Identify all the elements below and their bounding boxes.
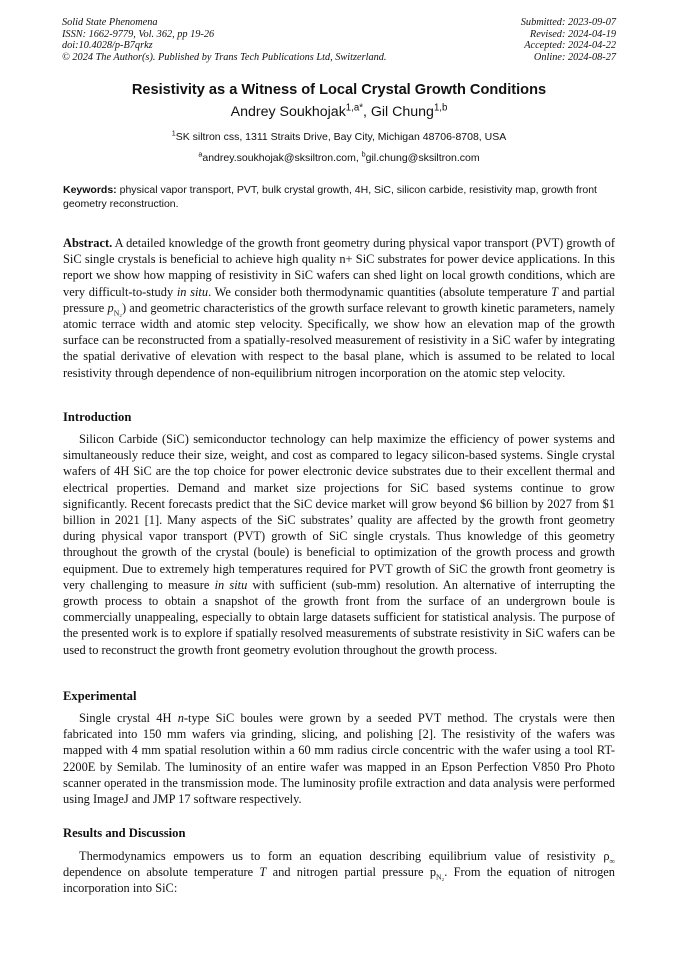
email-superscript: b <box>361 150 366 159</box>
author-name: Gil Chung <box>370 104 434 120</box>
accepted-date: Accepted: 2024-04-22 <box>524 40 616 52</box>
section-heading-experimental: Experimental <box>63 689 137 703</box>
submitted-date: Submitted: 2023-09-07 <box>520 17 616 28</box>
journal-header <box>62 17 442 63</box>
paragraph-text: and nitrogen partial pressure p <box>266 865 437 880</box>
email-superscript: a <box>198 150 203 159</box>
author-separator: , <box>362 104 371 120</box>
journal-name: Solid State Phenomena <box>62 17 158 28</box>
introduction-paragraph <box>63 431 615 658</box>
section-heading-results: Results and Discussion <box>63 826 186 840</box>
section-heading-introduction: Introduction <box>63 410 132 424</box>
author-superscript: 1,b <box>433 102 448 114</box>
email-link[interactable]: andrey.soukhojak@sksiltron.com, <box>202 152 362 164</box>
author-name: Andrey Soukhojak <box>230 104 346 120</box>
revised-date: Revised: 2024-04-19 <box>529 28 616 40</box>
paragraph-text: with sufficient (sub-mm) resolution. An alternative of interrupting the growth process to obtain a snapshot of the growth front from the surface of an undergrown boule is commercially unappealing, especially to obtain large datasets sufficient for statistical analysis. The purpose of the presented work is to explore if spatially resolved measurements of substrate resistivity in SiC wafers can be used to reconstruct the growth front geometry evolution throughout the growth process. <box>63 577 615 657</box>
italic-term: in situ <box>214 577 248 592</box>
doi-line[interactable]: doi:10.4028/p-B7qrkz <box>62 40 153 52</box>
paragraph-text: Single crystal 4H <box>79 711 178 725</box>
keywords <box>63 183 615 211</box>
paragraph-text: dependence on absolute temperature <box>63 865 260 880</box>
keywords-label: Keywords: <box>63 184 117 196</box>
dates-header <box>386 17 616 63</box>
results-paragraph <box>63 848 615 897</box>
copyright-line: © 2024 The Author(s). Published by Trans Tech Publications Ltd, Switzerland. <box>62 51 387 63</box>
online-date: Online: 2024-08-27 <box>533 51 616 63</box>
email-link[interactable]: gil.chung@sksiltron.com <box>365 152 480 164</box>
author-superscript: 1,a* <box>345 102 363 114</box>
affiliation-superscript: 1 <box>171 129 176 138</box>
abstract-text: . We consider both thermodynamic quantities (absolute temperature <box>208 284 552 299</box>
abstract-text: A detailed knowledge of the growth front geometry during physical vapor transport (PVT) growth of SiC single crystals is beneficial to achieve high quality n+ SiC substrates for power device applications. In this report we show how mapping of resistivity in SiC wafers can shed light on local growth conditions, which are very difficult-to-study <box>63 236 615 299</box>
issn-line: ISSN: 1662-9779, Vol. 362, pp 19-26 <box>62 28 215 40</box>
math-subscript: N₂ <box>436 872 445 882</box>
italic-term: in situ <box>176 284 209 299</box>
affiliation <box>40 131 638 143</box>
math-subscript: N₂ <box>113 308 122 318</box>
experimental-paragraph <box>63 710 615 807</box>
author-emails <box>40 152 638 164</box>
abstract <box>63 235 615 381</box>
math-symbol: T <box>551 284 559 299</box>
math-subscript: ∞ <box>609 856 615 866</box>
abstract-label: Abstract. <box>63 236 113 250</box>
paper-title: Resistivity as a Witness of Local Crystal Growth Conditions <box>131 82 547 98</box>
paragraph-text: Thermodynamics empowers us to form an equation describing equilibrium value of resistivity ρ <box>79 849 610 863</box>
author-line <box>40 104 638 120</box>
math-symbol: p <box>107 300 114 315</box>
abstract-text: and partial pressure <box>63 284 615 315</box>
paragraph-text: -type SiC boules were grown by a seeded PVT method. The crystals were then fabricated into 150 mm wafers via grinding, slicing, and polishing [2]. The resistivity of the wafers was mapped with 4 mm spatial resolution within a 60 mm radius circle concentric with the wafer using a tool RT-2200E by Semilab. The luminosity of an entire wafer was mapped in an Epson Perfection V850 Pro Photo scanner operated in the transmission mode. The luminosity profile extraction and data analysis were performed using ImageJ and JMP 17 software respectively. <box>63 711 615 807</box>
italic-term: n <box>177 711 184 725</box>
affiliation-text: SK siltron css, 1311 Straits Drive, Bay City, Michigan 48706-8708, USA <box>175 131 507 143</box>
paragraph-text: . From the equation of nitrogen incorporation into SiC: <box>63 865 615 896</box>
keywords-text: physical vapor transport, PVT, bulk crystal growth, 4H, SiC, silicon carbide, resistivity map, growth front geometry reconstruction. <box>63 184 597 210</box>
math-symbol: T <box>259 865 267 880</box>
abstract-text: ) and geometric characteristics of the growth surface relevant to growth kinetic parameters, namely atomic terrace width and atomic step velocity. Specifically, we show how an elevation map of the growth surface can be reconstructed from a spatially-resolved measurement of resistivity in a SiC wafer by integrating the spatial derivative of elevation with respect to the basal plane, which is assumed to be related to local resistivity through dependence of non-equilibrium nitrogen incorporation on the atomic step velocity. <box>63 300 615 380</box>
paragraph-text: Silicon Carbide (SiC) semiconductor technology can help maximize the efficiency of power systems and simultaneously reduce their size, weight, and cost as compared to legacy silicon-based systems. Single crystal wafers of 4H SiC are the top choice for power electronic device substrates due to their excellent thermal and electrical properties. Demand and market size projections for SiC based systems continue to grow significantly. Recent forecasts predict that the SiC device market will grow beyond $6 billion by 2027 from $1 billion in 2021 [1]. Many aspects of the SiC substrates’ quality are affected by the growth front geometry during physical vapor transport (PVT) growth of SiC single crystals. Thus knowledge of this geometry throughout the growth of the crystal (boule) is beneficial to optimization of the growth process and growth equipment. Due to extremely high temperatures required for PVT growth of SiC the growth front geometry is very challenging to measure <box>63 432 615 592</box>
